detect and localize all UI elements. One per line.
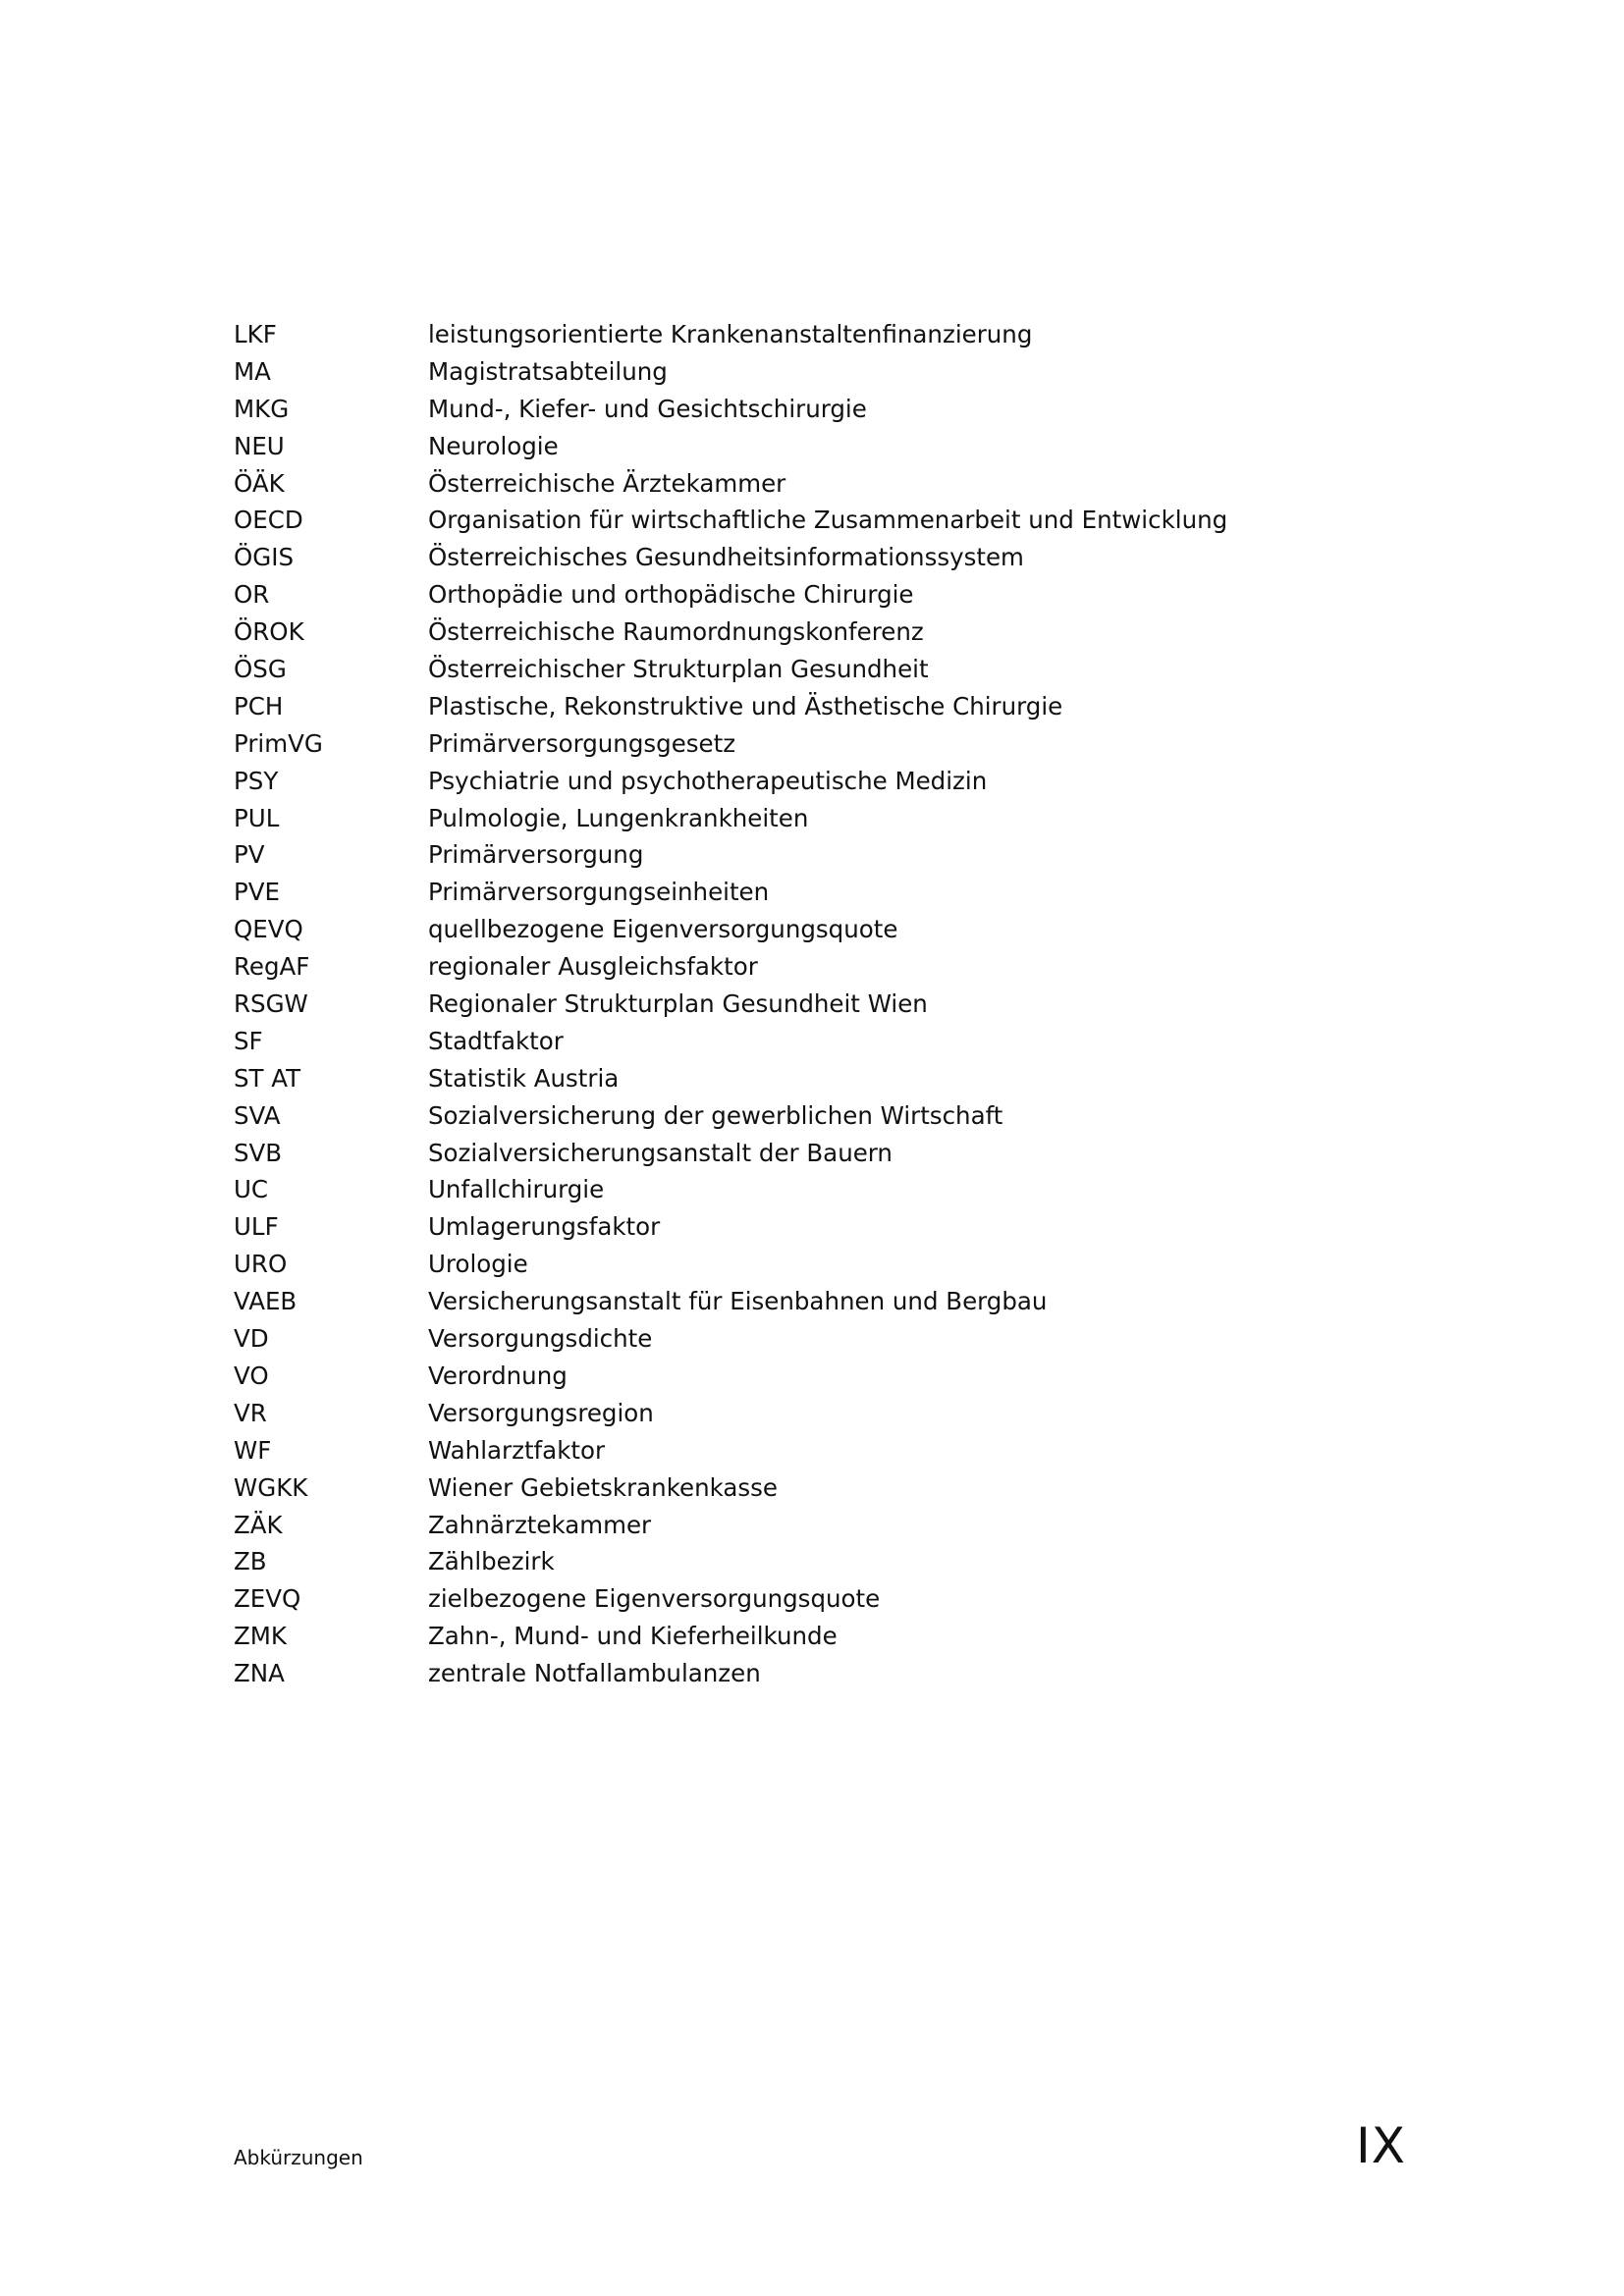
abbreviation-term: VAEB xyxy=(234,1287,298,1316)
abbreviation-term: PrimVG xyxy=(234,728,323,758)
abbreviation-row xyxy=(234,1097,1412,1135)
abbreviation-row xyxy=(234,1208,1412,1246)
abbreviation-meaning: Wiener Gebietskrankenkasse xyxy=(428,1472,778,1502)
abbreviation-meaning: Stadtfaktor xyxy=(428,1026,564,1055)
abbreviation-meaning: Sozialversicherungsanstalt der Bauern xyxy=(428,1138,893,1167)
abbreviation-row xyxy=(234,688,1412,725)
abbreviation-term: VR xyxy=(234,1398,267,1427)
abbreviation-meaning: Primärversorgungsgesetz xyxy=(428,728,736,758)
abbreviation-meaning: regionaler Ausgleichsfaktor xyxy=(428,952,758,982)
abbreviation-term: URO xyxy=(234,1250,288,1279)
abbreviation-row xyxy=(234,725,1412,763)
abbreviation-meaning: Versorgungsregion xyxy=(428,1398,654,1427)
abbreviation-meaning: Zählbezirk xyxy=(428,1547,555,1576)
abbreviation-row xyxy=(234,763,1412,800)
abbreviation-term: ULF xyxy=(234,1212,279,1242)
abbreviation-term: VD xyxy=(234,1324,269,1354)
abbreviation-row xyxy=(234,1580,1412,1618)
abbreviation-meaning: Wahlarztfaktor xyxy=(428,1435,606,1465)
abbreviation-row xyxy=(234,1432,1412,1469)
abbreviation-row xyxy=(234,353,1412,391)
abbreviation-meaning: Österreichischer Strukturplan Gesundheit xyxy=(428,655,929,684)
abbreviation-row xyxy=(234,1320,1412,1358)
abbreviation-term: UC xyxy=(234,1175,269,1204)
abbreviation-row xyxy=(234,911,1412,948)
abbreviation-meaning: Versorgungsdichte xyxy=(428,1324,653,1354)
abbreviation-list xyxy=(234,316,1412,1692)
abbreviation-row xyxy=(234,1135,1412,1172)
abbreviation-meaning: Organisation für wirtschaftliche Zusammenarbeit und Entwicklung xyxy=(428,506,1228,535)
abbreviation-row xyxy=(234,1283,1412,1320)
abbreviation-row xyxy=(234,800,1412,837)
abbreviation-meaning: Österreichische Ärztekammer xyxy=(428,468,786,498)
abbreviation-meaning: Versicherungsanstalt für Eisenbahnen und Bergbau xyxy=(428,1287,1048,1316)
abbreviation-term: WF xyxy=(234,1435,272,1465)
abbreviation-term: ZB xyxy=(234,1547,267,1576)
abbreviation-meaning: quellbezogene Eigenversorgungsquote xyxy=(428,915,898,944)
abbreviation-meaning: Regionaler Strukturplan Gesundheit Wien xyxy=(428,989,928,1019)
abbreviation-row xyxy=(234,539,1412,576)
abbreviation-row xyxy=(234,1395,1412,1432)
abbreviation-row xyxy=(234,836,1412,874)
abbreviation-meaning: Psychiatrie und psychotherapeutische Medizin xyxy=(428,766,988,795)
abbreviation-term: PUL xyxy=(234,803,280,832)
abbreviation-term: VO xyxy=(234,1361,269,1390)
abbreviation-term: PCH xyxy=(234,691,284,721)
footer-section-label: Abkürzungen xyxy=(234,2146,363,2169)
abbreviation-term: NEU xyxy=(234,431,285,460)
abbreviation-term: ST AT xyxy=(234,1063,301,1093)
abbreviation-meaning: Primärversorgung xyxy=(428,840,644,870)
page-number: IX xyxy=(1356,2117,1406,2174)
abbreviation-term: WGKK xyxy=(234,1472,308,1502)
abbreviation-row xyxy=(234,502,1412,539)
abbreviation-meaning: Zahnärztekammer xyxy=(428,1510,652,1539)
abbreviation-meaning: Statistik Austria xyxy=(428,1063,620,1093)
abbreviation-row xyxy=(234,391,1412,428)
abbreviation-meaning: Pulmologie, Lungenkrankheiten xyxy=(428,803,809,832)
abbreviation-term: ÖROK xyxy=(234,617,304,647)
abbreviation-term: SVA xyxy=(234,1100,281,1130)
abbreviation-row xyxy=(234,428,1412,465)
abbreviation-row xyxy=(234,986,1412,1023)
abbreviation-term: RSGW xyxy=(234,989,308,1019)
abbreviation-meaning: Magistratsabteilung xyxy=(428,356,668,386)
abbreviation-term: MA xyxy=(234,356,271,386)
abbreviation-meaning: Urologie xyxy=(428,1250,528,1279)
abbreviation-row xyxy=(234,1023,1412,1060)
abbreviation-row xyxy=(234,1655,1412,1692)
abbreviation-term: ZEVQ xyxy=(234,1584,301,1614)
abbreviation-meaning: Zahn-, Mund- und Kieferheilkunde xyxy=(428,1622,838,1651)
abbreviation-row xyxy=(234,948,1412,986)
abbreviation-term: SVB xyxy=(234,1138,283,1167)
abbreviation-term: RegAF xyxy=(234,952,310,982)
abbreviation-row xyxy=(234,465,1412,503)
abbreviation-row xyxy=(234,1507,1412,1544)
abbreviation-row xyxy=(234,1171,1412,1208)
abbreviation-term: PV xyxy=(234,840,265,870)
abbreviation-term: ZNA xyxy=(234,1659,285,1688)
abbreviation-term: QEVQ xyxy=(234,915,303,944)
abbreviation-term: LKF xyxy=(234,320,277,348)
abbreviation-term: PSY xyxy=(234,766,279,795)
abbreviation-term: ZÄK xyxy=(234,1510,283,1539)
abbreviation-meaning: zentrale Notfallambulanzen xyxy=(428,1659,761,1688)
abbreviation-term: PVE xyxy=(234,878,281,907)
abbreviation-meaning: Österreichische Raumordnungskonferenz xyxy=(428,617,924,647)
abbreviation-meaning: Neurologie xyxy=(428,431,559,460)
abbreviation-meaning: Primärversorgungseinheiten xyxy=(428,878,770,907)
abbreviation-meaning: Orthopädie und orthopädische Chirurgie xyxy=(428,580,914,610)
abbreviation-term: ÖGIS xyxy=(234,543,295,572)
abbreviation-meaning: zielbezogene Eigenversorgungsquote xyxy=(428,1584,881,1614)
abbreviation-row xyxy=(234,316,1412,353)
abbreviation-meaning: Verordnung xyxy=(428,1361,568,1390)
abbreviation-term: OR xyxy=(234,580,270,610)
abbreviation-meaning: Sozialversicherung der gewerblichen Wirtschaft xyxy=(428,1100,1003,1130)
abbreviation-term: ÖÄK xyxy=(234,468,285,498)
abbreviation-row xyxy=(234,576,1412,614)
abbreviation-row xyxy=(234,1358,1412,1395)
abbreviation-term: ÖSG xyxy=(234,655,287,684)
abbreviation-row xyxy=(234,651,1412,688)
abbreviation-row xyxy=(234,1543,1412,1580)
abbreviation-meaning: leistungsorientierte Krankenanstaltenfinanzierung xyxy=(428,320,1033,348)
abbreviation-row xyxy=(234,614,1412,651)
abbreviation-meaning: Unfallchirurgie xyxy=(428,1175,605,1204)
abbreviation-term: SF xyxy=(234,1026,263,1055)
abbreviation-term: ZMK xyxy=(234,1622,287,1651)
abbreviation-row xyxy=(234,874,1412,911)
abbreviation-meaning: Mund-, Kiefer- und Gesichtschirurgie xyxy=(428,394,867,423)
abbreviation-row xyxy=(234,1060,1412,1097)
abbreviation-term: MKG xyxy=(234,394,290,423)
abbreviation-meaning: Österreichisches Gesundheitsinformationssystem xyxy=(428,543,1024,572)
abbreviation-row xyxy=(234,1469,1412,1507)
abbreviation-row xyxy=(234,1246,1412,1283)
abbreviation-meaning: Umlagerungsfaktor xyxy=(428,1212,661,1242)
abbreviation-row xyxy=(234,1618,1412,1655)
abbreviation-term: OECD xyxy=(234,506,303,535)
abbreviation-meaning: Plastische, Rekonstruktive und Ästhetische Chirurgie xyxy=(428,691,1063,721)
